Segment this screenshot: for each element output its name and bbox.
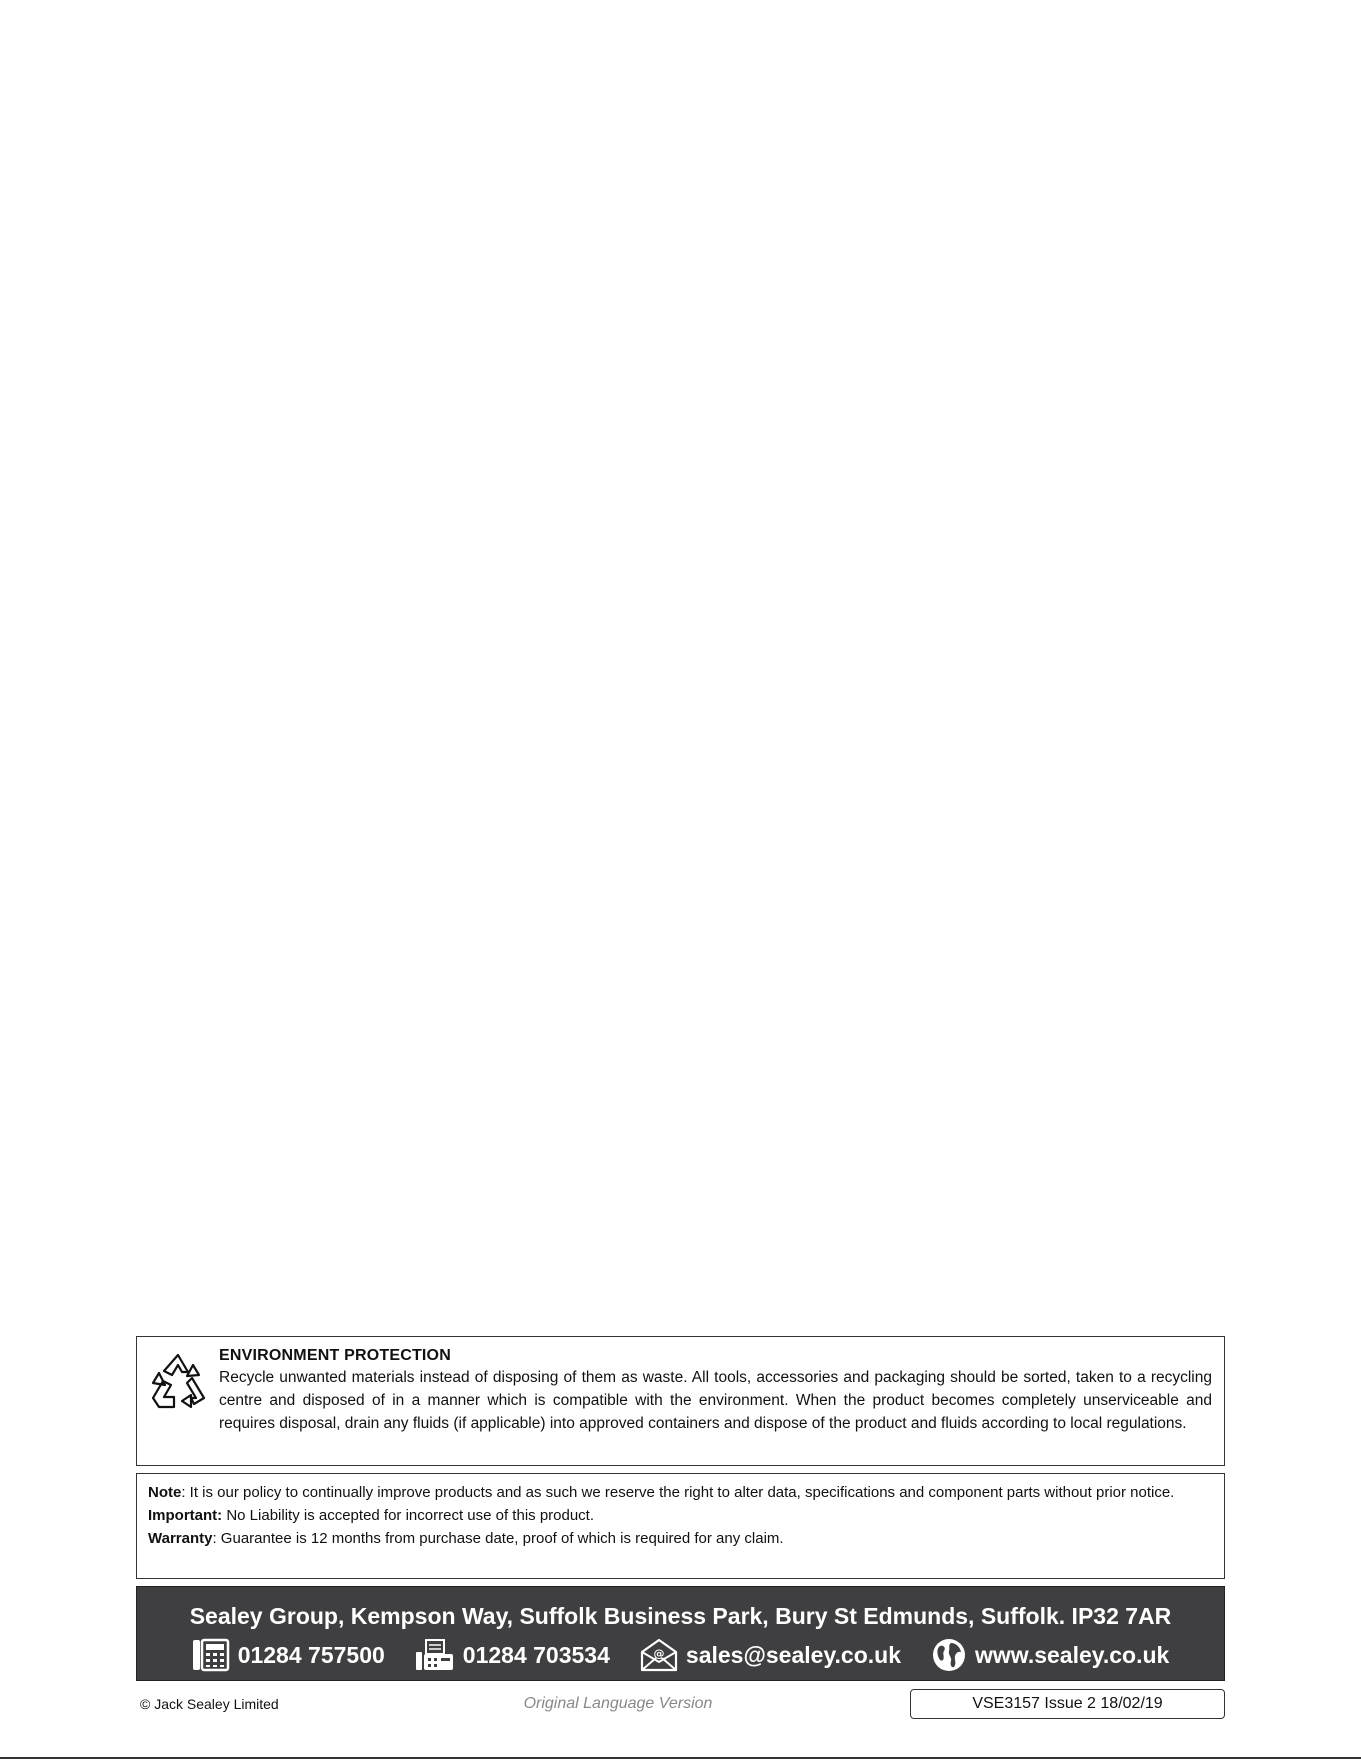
email-contact xyxy=(640,1638,901,1672)
document-footer xyxy=(136,1689,1225,1719)
environment-title: ENVIRONMENT PROTECTION xyxy=(219,1347,451,1364)
warranty-line xyxy=(148,1527,1213,1550)
company-address: Sealey Group, Kempson Way, Suffolk Business Park, Bury St Edmunds, Suffolk. IP32 7AR xyxy=(189,1603,1172,1629)
warranty-text: : Guarantee is 12 months from purchase date, proof of which is required for any claim. xyxy=(212,1530,784,1547)
fax-number[interactable]: 01284 703534 xyxy=(462,1641,610,1668)
copyright-text: © Jack Sealey Limited xyxy=(140,1696,279,1712)
warranty-label: Warranty xyxy=(148,1530,213,1547)
notes-box xyxy=(136,1473,1225,1579)
issue-number: VSE3157 Issue 2 18/02/19 xyxy=(910,1689,1225,1719)
fax-contact xyxy=(415,1638,610,1672)
note-line xyxy=(148,1481,1213,1504)
important-label: Important: xyxy=(148,1507,223,1524)
web-contact xyxy=(931,1637,1169,1673)
website-link[interactable]: www.sealey.co.uk xyxy=(975,1641,1170,1668)
telephone-icon xyxy=(192,1638,230,1672)
phone-contact xyxy=(192,1638,385,1672)
page-bottom-rule xyxy=(0,1757,1361,1759)
recycle-icon xyxy=(147,1351,209,1413)
note-text: : It is our policy to continually improve products and as such we reserve the right to alter data, specifications and component parts without prior notice. xyxy=(181,1484,1175,1501)
contact-row xyxy=(137,1637,1224,1673)
email-icon xyxy=(640,1638,678,1672)
important-text: No Liability is accepted for incorrect use of this product. xyxy=(222,1507,595,1524)
important-line xyxy=(148,1504,1213,1527)
note-label: Note xyxy=(148,1484,182,1501)
contact-footer xyxy=(136,1586,1225,1681)
environment-protection-box xyxy=(136,1336,1225,1466)
language-version: Original Language Version xyxy=(523,1695,713,1712)
fax-icon xyxy=(415,1638,455,1672)
environment-body: Recycle unwanted materials instead of disposing of them as waste. All tools, accessories and packaging should be sorted, taken to a recycling centre and disposed of in a manner which is compatible with the environment. When the product becomes completely unserviceable and requires disposal, drain any fluids (if applicable) into approved containers and dispose of the product and fluids according to local regulations. xyxy=(219,1369,1212,1432)
phone-number[interactable]: 01284 757500 xyxy=(237,1641,385,1668)
email-address[interactable]: sales@sealey.co.uk xyxy=(685,1641,901,1668)
globe-icon xyxy=(931,1637,967,1673)
svg-text:@: @ xyxy=(653,1647,665,1660)
